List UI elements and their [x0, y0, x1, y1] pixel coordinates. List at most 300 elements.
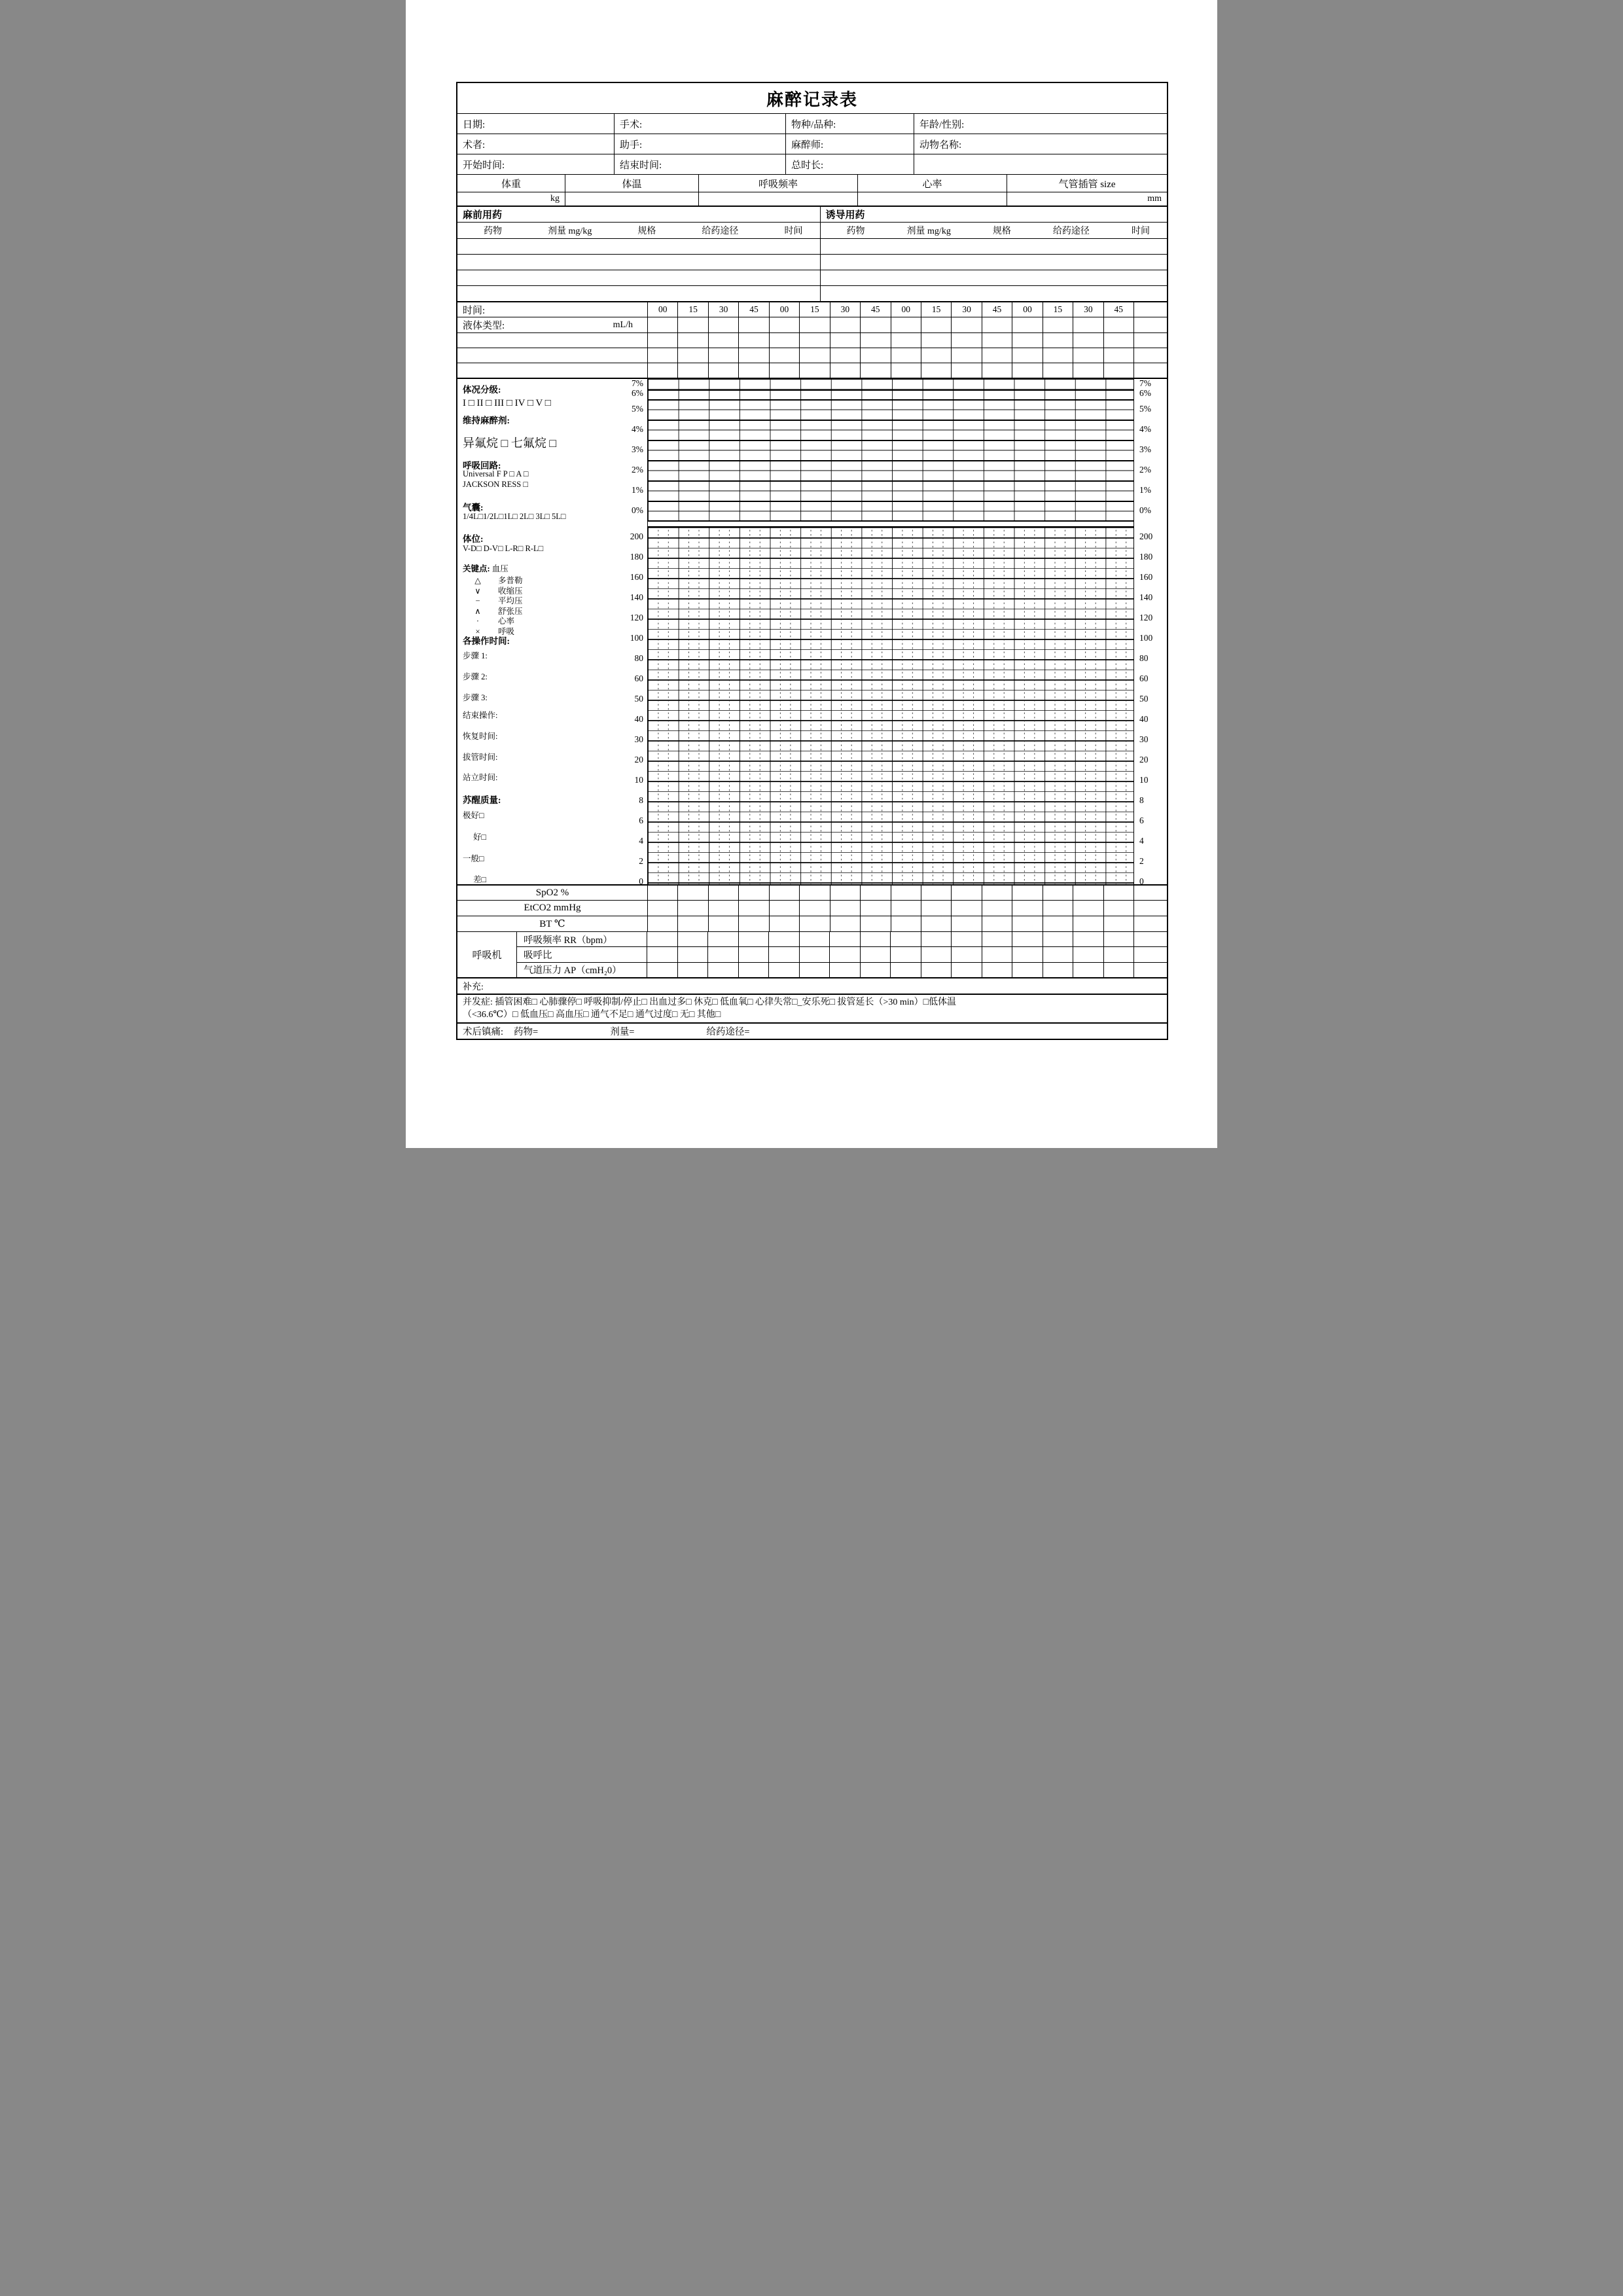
fluid-label: 液体类型:	[463, 321, 505, 331]
monitor-row	[457, 900, 1167, 916]
grid-cell	[768, 963, 799, 977]
bp-scale-label-left: 120	[630, 612, 643, 622]
percent-scale-label-right: 4%	[1139, 423, 1151, 434]
med-column-header: 给药途径	[702, 226, 739, 236]
grid-cell	[1073, 947, 1103, 961]
sidebar-label: 苏醒质量:	[463, 795, 501, 805]
grid-cell	[982, 333, 1012, 348]
grid-thick-line	[648, 440, 1133, 441]
fluid-entry-tail	[1133, 363, 1167, 378]
ventilator-rows	[517, 932, 1167, 977]
ventilator-row	[517, 962, 1167, 977]
fluid-entry-label	[457, 363, 648, 378]
sidebar-label: 一般□	[463, 854, 484, 863]
grid-cell	[860, 963, 891, 977]
grid-cell	[1043, 947, 1073, 961]
ventilator-row-label: 吸呼比	[517, 947, 647, 961]
chart-right-panel	[1133, 379, 1167, 884]
grid-cell	[860, 333, 890, 348]
chart-grid	[648, 379, 1133, 884]
grid-cell	[1043, 901, 1073, 916]
supplement-label: 补充:	[463, 982, 484, 992]
grid-cell	[799, 901, 829, 916]
grid-cell	[677, 363, 707, 378]
medication-entry-row	[457, 270, 1167, 285]
percent-scale-label-left: 5%	[632, 403, 643, 414]
grid-cell	[769, 348, 799, 363]
premed-columns	[457, 223, 820, 238]
bp-scale-label-left: 20	[634, 754, 643, 764]
sidebar-label: I □ II □ III □ IV □ V □	[463, 398, 551, 408]
grid-cell	[829, 932, 860, 946]
info-row-2	[457, 134, 1167, 154]
field-surgeon: 术者:	[463, 139, 486, 151]
grid-cell	[1103, 932, 1134, 946]
grid-cell	[648, 901, 677, 916]
monitor-row-tail	[1133, 901, 1167, 916]
bp-scale-label-left: 180	[630, 551, 643, 562]
complications-row	[457, 994, 1167, 1022]
sidebar-label: 维持麻醉剂:	[463, 416, 510, 425]
time-tick: 15	[1043, 302, 1073, 317]
grid-cell	[1043, 348, 1073, 363]
postop-dose: 剂量=	[610, 1027, 635, 1037]
ventilator-label: 呼吸机	[457, 932, 517, 977]
grid-cell	[891, 901, 921, 916]
unit-kg: kg	[550, 194, 560, 204]
grid-cell	[921, 317, 951, 332]
grid-cell	[677, 947, 708, 961]
fluid-row	[457, 317, 1167, 332]
keypoint-symbol-icon: ×	[475, 627, 480, 636]
grid-cell	[860, 886, 890, 900]
med-column-header: 药物	[846, 226, 865, 236]
grid-cell	[951, 317, 981, 332]
field-start-time: 开始时间:	[463, 160, 505, 171]
grid-cell	[829, 947, 860, 961]
grid-thick-line	[648, 480, 1133, 482]
info-row-1	[457, 113, 1167, 134]
grid-cell	[1103, 886, 1133, 900]
grid-cell	[1073, 932, 1103, 946]
time-tick: 45	[1103, 302, 1133, 317]
grid-cell	[708, 886, 738, 900]
premed-entry-cell	[457, 270, 820, 285]
grid-cell	[677, 932, 708, 946]
keypoints-target: 血压	[490, 564, 508, 573]
bp-scale-label-right: 80	[1139, 653, 1149, 663]
grid-cell	[738, 333, 768, 348]
grid-cell	[982, 901, 1012, 916]
bp-scale-label-right: 180	[1139, 551, 1153, 562]
percent-scale-label-left: 4%	[632, 423, 643, 434]
grid-cell	[951, 348, 981, 363]
grid-cell	[1073, 916, 1103, 931]
grid-cell	[1043, 916, 1073, 931]
keypoint-symbol-icon: △	[474, 576, 481, 585]
monitor-row	[457, 884, 1167, 900]
monitor-row-tail	[1133, 916, 1167, 931]
percent-scale-label-right: 1%	[1139, 484, 1151, 495]
bp-scale-label-right: 120	[1139, 612, 1153, 622]
medication-entry-rows	[457, 238, 1167, 301]
monitor-rows	[457, 884, 1167, 931]
keypoint-name: 平均压	[498, 596, 523, 605]
fluid-entry-cells	[648, 333, 1133, 348]
bp-scale-label-right: 0	[1139, 876, 1144, 886]
vitals-et-tube-size: 气管插管 size	[1007, 175, 1167, 192]
grid-cell	[648, 886, 677, 900]
ventilator-row-tail	[1133, 932, 1167, 946]
grid-cell	[890, 947, 921, 961]
vitals-temperature: 体温	[565, 175, 698, 192]
bp-scale-label-right: 40	[1139, 713, 1149, 724]
monitor-row-tail	[1133, 886, 1167, 900]
fluid-unit: mL/h	[613, 319, 633, 330]
vitals-weight: 体重	[501, 179, 521, 190]
grid-cell	[647, 932, 677, 946]
med-column-header: 药物	[484, 226, 502, 236]
grid-cell	[708, 348, 738, 363]
grid-cell	[677, 963, 708, 977]
sidebar-label: 结束操作:	[463, 711, 498, 720]
monitor-row-label: EtCO2 mmHg	[457, 901, 648, 916]
bp-scale-label-right: 100	[1139, 632, 1153, 643]
bp-scale-label-left: 200	[630, 531, 643, 541]
induction-entry-cell	[820, 255, 1168, 270]
title-row	[457, 83, 1167, 113]
time-label: 时间:	[457, 302, 648, 317]
grid-cell	[921, 963, 952, 977]
monitor-row-label: BT ℃	[457, 916, 648, 931]
grid-cell	[982, 348, 1012, 363]
bp-scale-label-left: 100	[630, 632, 643, 643]
time-tick: 15	[921, 302, 951, 317]
med-column-header: 规格	[637, 226, 656, 236]
fluid-entry-label	[457, 348, 648, 363]
grid-cell	[738, 916, 768, 931]
grid-cell	[860, 363, 890, 378]
postop-analgesia-row	[457, 1022, 1167, 1039]
complications-line1: 并发症: 插管困难□ 心肺骤停□ 呼吸抑制/停止□ 出血过多□ 休克□ 低血氧□ 心律失常□_安乐死□ 拔管延长（>30 min）□低体温	[463, 997, 957, 1007]
grid-cell	[1103, 333, 1133, 348]
sidebar-label: 极好□	[463, 811, 484, 820]
grid-cell	[1103, 317, 1133, 332]
grid-cell	[1043, 932, 1073, 946]
grid-cell	[982, 363, 1012, 378]
grid-cell	[799, 963, 830, 977]
keypoint-symbol-icon: ·	[476, 617, 480, 626]
complications-text	[457, 995, 1167, 1022]
percent-scale-label-left: 7%	[632, 378, 643, 388]
ventilator-row	[517, 946, 1167, 961]
grid-thick-line	[648, 526, 1133, 528]
bp-scale-label-left: 4	[639, 835, 643, 846]
vitals-hr-input-cell	[857, 192, 1007, 206]
field-species: 物种/品种:	[785, 114, 914, 134]
fluid-entry-cells	[648, 348, 1133, 363]
time-tick: 30	[1073, 302, 1103, 317]
grid-cell	[951, 947, 982, 961]
grid-cell	[648, 363, 677, 378]
med-column-header: 给药途径	[1052, 226, 1090, 236]
anesthesia-record-sheet	[406, 0, 1217, 1148]
grid-cell	[708, 916, 738, 931]
sidebar-label: JACKSON RESS □	[463, 480, 528, 489]
complications-line2: （<36.6℃）□ 低血压□ 高血压□ 通气不足□ 通气过度□ 无□ 其他□	[463, 1010, 721, 1020]
grid-cell	[921, 901, 951, 916]
grid-thick-line	[648, 501, 1133, 502]
grid-cell	[799, 886, 829, 900]
time-tick: 15	[677, 302, 707, 317]
vitals-rr-input-cell	[698, 192, 857, 206]
grid-cell	[799, 363, 829, 378]
grid-cell	[921, 348, 951, 363]
keypoints-title: 关键点:	[463, 564, 490, 573]
grid-cell	[738, 317, 768, 332]
grid-cell	[982, 886, 1012, 900]
grid-cell	[890, 932, 921, 946]
grid-cell	[1073, 317, 1103, 332]
grid-cell	[891, 333, 921, 348]
percent-scale-label-right: 5%	[1139, 403, 1151, 414]
grid-cell	[769, 317, 799, 332]
grid-cell	[951, 901, 981, 916]
ventilator-row-tail	[1133, 963, 1167, 977]
grid-cell	[1073, 901, 1103, 916]
grid-cell	[677, 333, 707, 348]
chart-section	[457, 378, 1167, 884]
grid-cell	[1103, 916, 1133, 931]
med-column-header: 规格	[992, 226, 1011, 236]
grid-cell	[1103, 963, 1134, 977]
grid-cell	[738, 932, 769, 946]
grid-cell	[982, 932, 1012, 946]
field-anesthetist: 麻醉师:	[785, 134, 914, 154]
grid-cell	[1012, 348, 1042, 363]
time-tick: 00	[769, 302, 799, 317]
vitals-header-row	[457, 174, 1167, 192]
sidebar-label: 步骤 3:	[463, 693, 488, 702]
time-tick: 45	[860, 302, 890, 317]
grid-cell	[799, 932, 830, 946]
time-tick: 00	[891, 302, 921, 317]
unit-mm: mm	[1007, 192, 1167, 206]
grid-cell	[707, 947, 738, 961]
time-tick: 30	[951, 302, 981, 317]
grid-cell	[830, 317, 860, 332]
keypoint-symbol-icon: −	[475, 596, 480, 605]
grid-cell	[1073, 363, 1103, 378]
bp-scale-label-right: 30	[1139, 734, 1149, 744]
sidebar-label: 拔管时间:	[463, 753, 498, 762]
bp-scale-label-left: 80	[634, 653, 643, 663]
grid-cell	[891, 916, 921, 931]
grid-cell	[769, 886, 799, 900]
medication-entry-row	[457, 285, 1167, 301]
percent-scale-label-right: 3%	[1139, 444, 1151, 454]
grid-cell	[1043, 363, 1073, 378]
grid-cell	[648, 348, 677, 363]
grid-cell	[891, 348, 921, 363]
grid-cell	[648, 916, 677, 931]
induction-entry-cell	[820, 286, 1168, 301]
field-animal-name: 动物名称:	[914, 134, 1167, 154]
medication-columns-row	[457, 222, 1167, 238]
ventilator-row-cells	[647, 963, 1133, 977]
sidebar-label: 差□	[473, 875, 487, 884]
bp-scale-label-right: 200	[1139, 531, 1153, 541]
grid-cell	[1073, 348, 1103, 363]
grid-cell	[829, 963, 860, 977]
grid-cell	[1012, 333, 1042, 348]
monitor-row-cells	[648, 886, 1133, 900]
bp-scale-label-left: 40	[634, 713, 643, 724]
medication-entry-row	[457, 254, 1167, 270]
time-tick: 00	[658, 304, 668, 314]
monitor-row-cells	[648, 916, 1133, 931]
premed-title: 麻前用药	[463, 210, 503, 221]
grid-cell	[799, 333, 829, 348]
page-title: 麻醉记录表	[766, 90, 858, 109]
percent-scale-label-left: 6%	[632, 388, 643, 398]
grid-cell	[982, 963, 1012, 977]
grid-cell	[860, 916, 890, 931]
grid-cell	[1043, 963, 1073, 977]
bp-scale-label-left: 6	[639, 815, 643, 825]
grid-cell	[830, 916, 860, 931]
grid-cell	[647, 947, 677, 961]
grid-cell	[1103, 947, 1134, 961]
sidebar-label: 步骤 1:	[463, 651, 488, 660]
grid-cell	[738, 363, 768, 378]
grid-cell	[708, 901, 738, 916]
grid-cell	[1103, 363, 1133, 378]
grid-cell	[647, 963, 677, 977]
postop-cell	[457, 1024, 1167, 1039]
ventilator-row-cells	[647, 947, 1133, 961]
grid-cell	[921, 886, 951, 900]
bp-grid	[648, 528, 1133, 885]
induction-title: 诱导用药	[820, 207, 1168, 222]
grid-cell	[648, 333, 677, 348]
grid-cell	[738, 348, 768, 363]
bp-scale-label-left: 10	[634, 774, 643, 785]
induction-entry-cell	[820, 270, 1168, 285]
bp-scale-label-right: 2	[1139, 855, 1144, 866]
med-column-header: 时间	[784, 226, 803, 236]
grid-cell	[769, 916, 799, 931]
grid-cell	[799, 348, 829, 363]
grid-cell	[1012, 886, 1042, 900]
grid-cell	[708, 363, 738, 378]
grid-cell	[860, 932, 891, 946]
field-assistant: 助手:	[614, 134, 785, 154]
sidebar-label: 恢复时间:	[463, 732, 498, 741]
grid-cell	[1012, 317, 1042, 332]
vitals-heart-rate: 心率	[857, 175, 1007, 192]
grid-cell	[769, 333, 799, 348]
chart-left-panel	[457, 379, 648, 884]
induction-entry-cell	[820, 239, 1168, 254]
sidebar-label: 步骤 2:	[463, 672, 488, 681]
sidebar-label: 站立时间:	[463, 773, 498, 782]
grid-cell	[830, 901, 860, 916]
premed-entry-cell	[457, 239, 820, 254]
bp-scale-label-left: 60	[634, 673, 643, 683]
sidebar-label: 气囊:	[463, 503, 484, 512]
bp-scale-label-left: 50	[634, 693, 643, 704]
ventilator-row-label: 气道压力 AP（cmH₂0）	[517, 963, 647, 977]
grid-cell	[921, 916, 951, 931]
keypoint-name: 心率	[498, 617, 515, 626]
bp-scale-label-right: 60	[1139, 673, 1149, 683]
keypoint-symbol-icon: ∨	[474, 586, 481, 596]
grid-cell	[677, 317, 707, 332]
grid-cell	[738, 901, 768, 916]
keypoint-name: 呼吸	[498, 627, 515, 636]
bp-scale-label-right: 6	[1139, 815, 1144, 825]
grid-cell	[1012, 901, 1042, 916]
percent-scale-label-right: 0%	[1139, 505, 1151, 515]
grid-cell	[1073, 886, 1103, 900]
bp-scale-label-right: 8	[1139, 795, 1144, 805]
percent-scale-label-right: 2%	[1139, 464, 1151, 475]
grid-cell	[799, 947, 830, 961]
field-total-duration: 总时长:	[785, 154, 914, 174]
sidebar-label: 呼吸回路:	[463, 461, 501, 471]
medication-header-row	[457, 206, 1167, 222]
grid-cell	[891, 886, 921, 900]
grid-cell	[1012, 963, 1043, 977]
grid-cell	[1103, 348, 1133, 363]
bp-scale-label-right: 4	[1139, 835, 1144, 846]
percent-scale-label-left: 3%	[632, 444, 643, 454]
grid-cell	[1012, 363, 1042, 378]
grid-cell	[768, 947, 799, 961]
grid-cell	[951, 886, 981, 900]
fluid-entry-row	[457, 348, 1167, 363]
time-tail-cell	[1133, 302, 1167, 317]
medication-entry-row	[457, 238, 1167, 254]
grid-cell	[860, 901, 890, 916]
grid-cell	[677, 886, 707, 900]
grid-cell	[769, 363, 799, 378]
grid-thick-line	[648, 460, 1133, 461]
percent-scale-label-left: 1%	[632, 484, 643, 495]
time-ticks	[648, 302, 1133, 317]
bp-scale-label-left: 2	[639, 855, 643, 866]
fluid-entry-label	[457, 333, 648, 348]
ventilator-row-label: 呼吸频率 RR（bpm）	[517, 932, 647, 946]
med-column-header: 剂量 mg/kg	[548, 226, 592, 236]
percent-scale-label-left: 0%	[632, 505, 643, 515]
grid-cell	[860, 317, 890, 332]
grid-cell	[830, 348, 860, 363]
bp-scale-label-right: 20	[1139, 754, 1149, 764]
grid-cell	[799, 317, 829, 332]
sidebar-label: 体况分级:	[463, 385, 501, 395]
grid-cell	[1012, 947, 1043, 961]
time-tick: 30	[708, 302, 738, 317]
bp-scale-label-left: 160	[630, 571, 643, 582]
grid-cell	[677, 348, 707, 363]
grid-thick-line	[648, 389, 1133, 391]
time-tick: 15	[799, 302, 829, 317]
bp-scale-label-right: 10	[1139, 774, 1149, 785]
grid-cell	[708, 317, 738, 332]
grid-cell	[799, 916, 829, 931]
